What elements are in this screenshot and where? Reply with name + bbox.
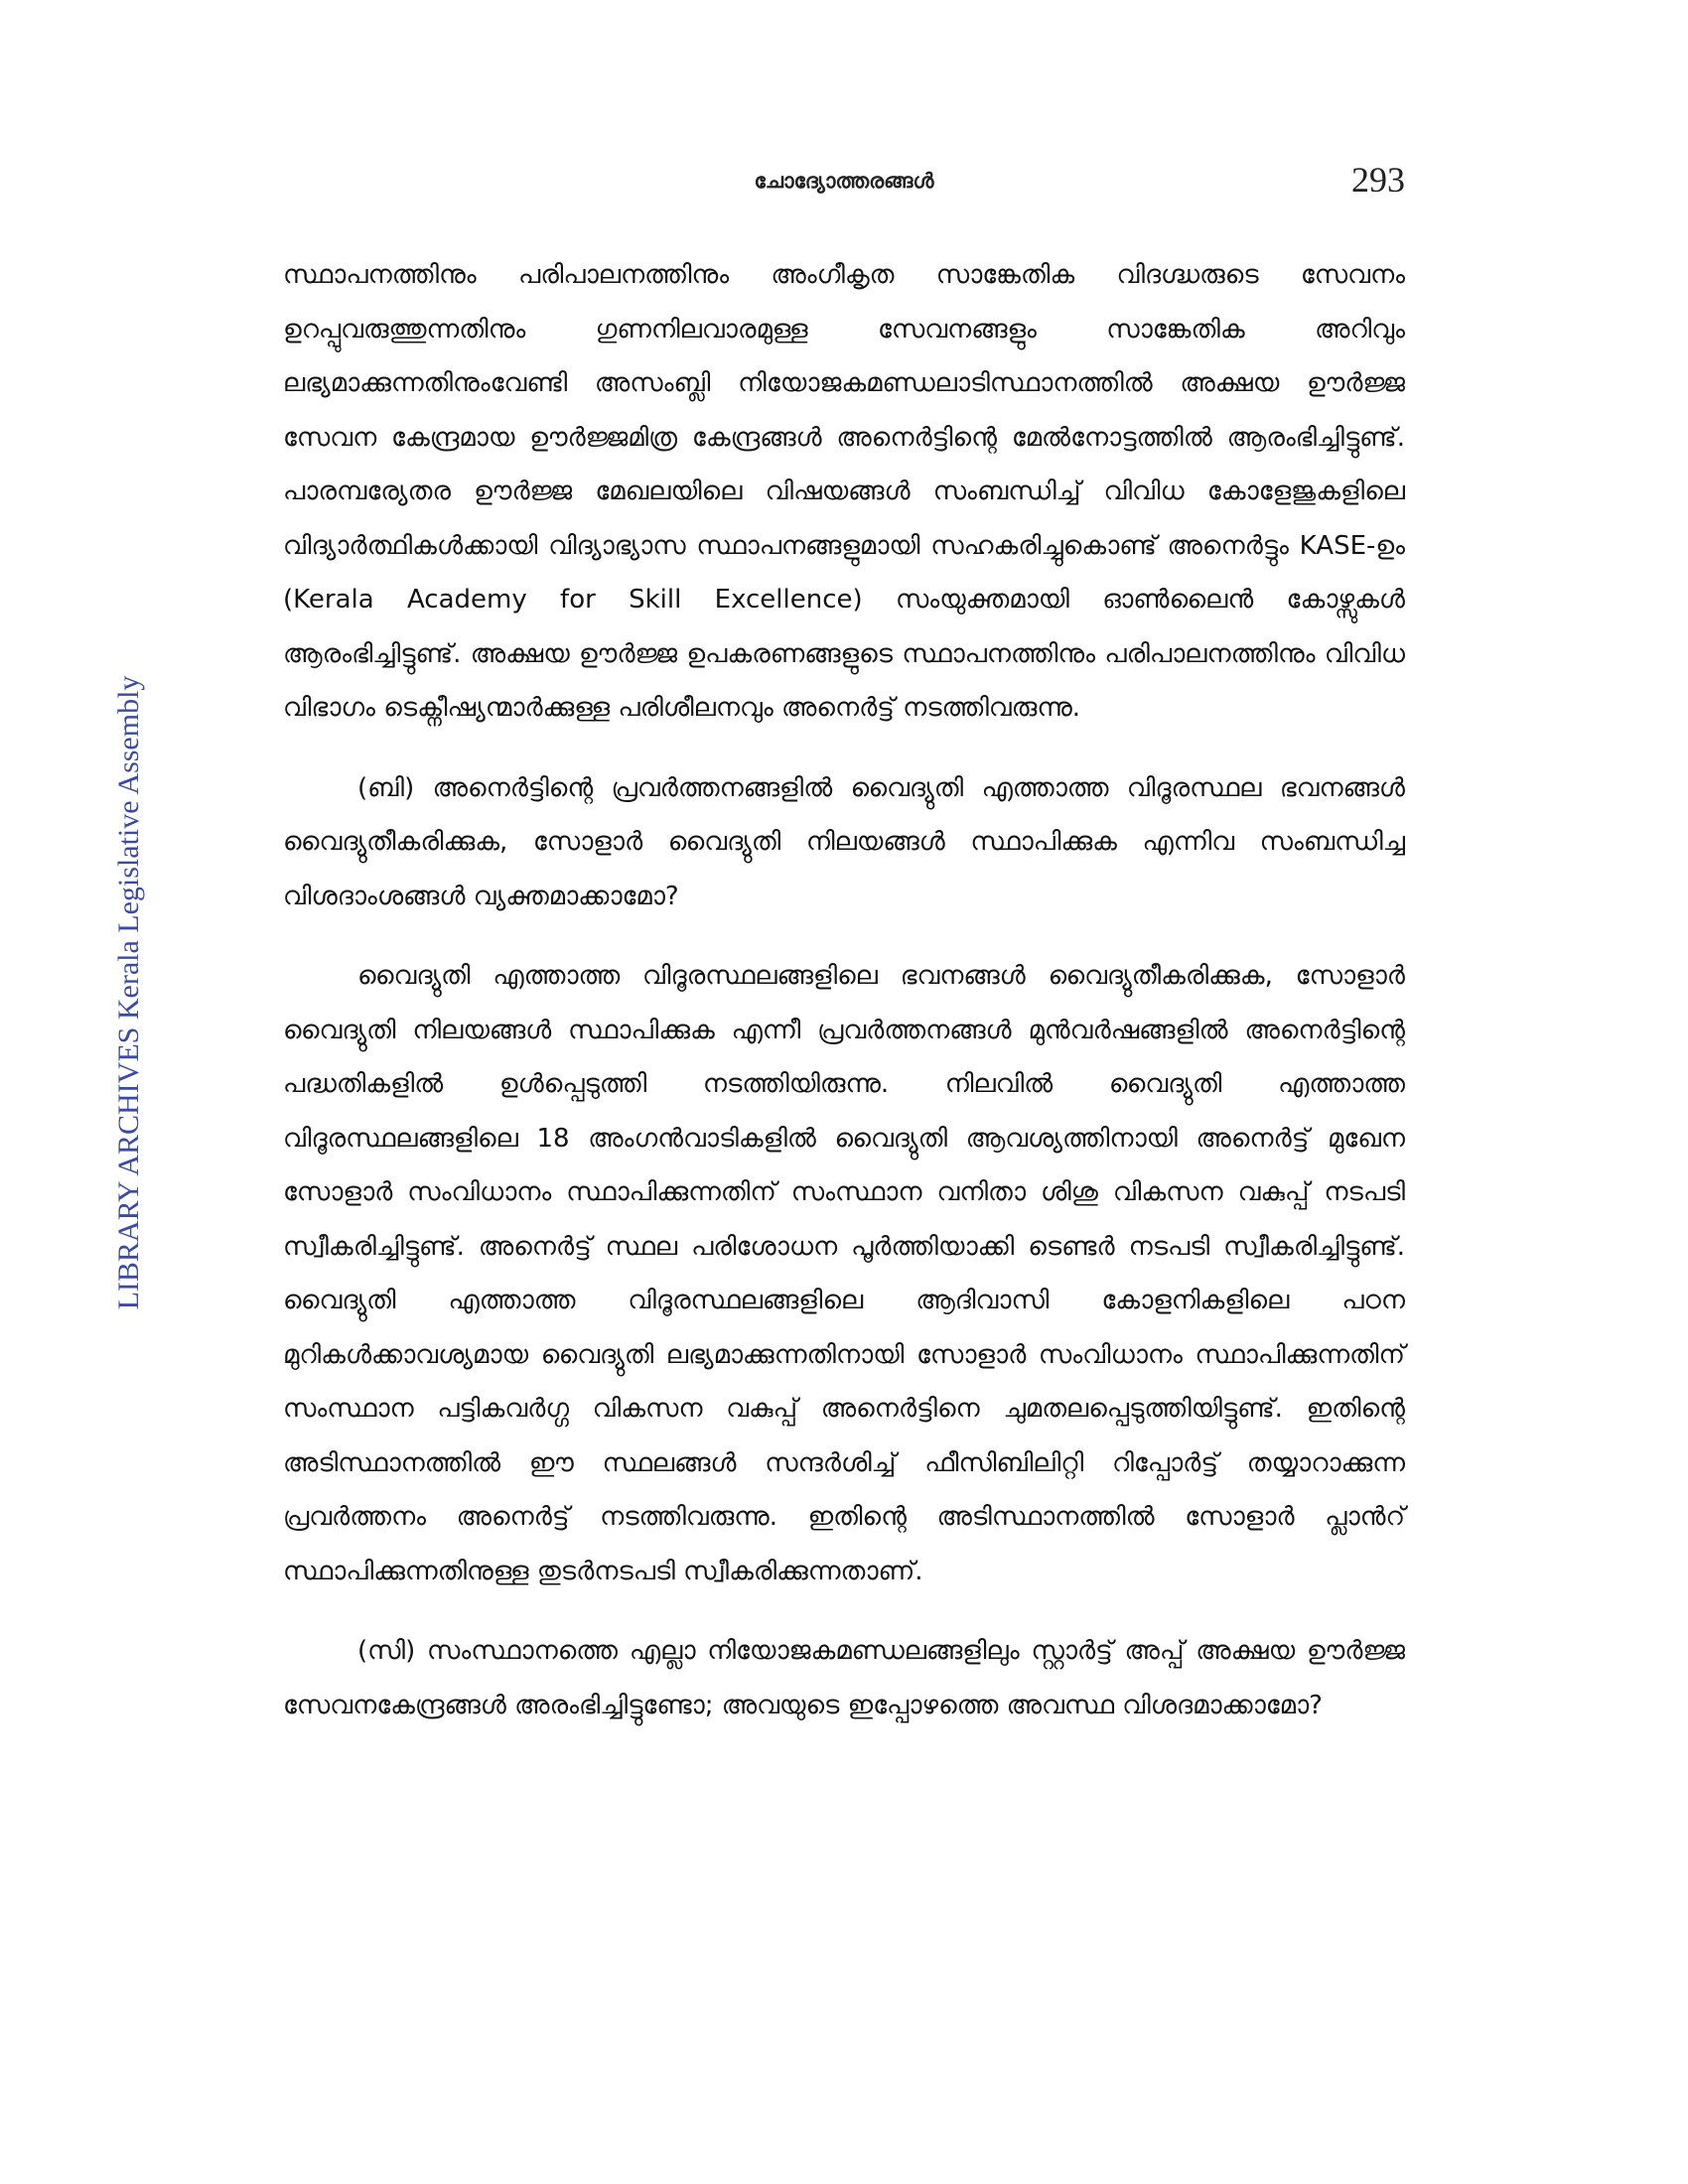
paragraph-question-b: (ബി) അനെർട്ടിന്റെ പ്രവർത്തനങ്ങളിൽ വൈദ്യുതി എത്താത്ത വിദൂരസ്ഥല ഭവനങ്ങൾ വൈദ്യുതീകരിക്കുക, സോളാർ വൈദ്യുതി നിലയങ്ങൾ സ്ഥാപിക്കുക എന്നിവ സംബന്ധിച്ച വിശദാംശങ്ങൾ വ്യക്തമാക്കാമോ? (283, 772, 1405, 911)
archive-watermark: LIBRARY ARCHIVES Kerala Legislative Assembly (112, 675, 145, 1310)
paragraph-answer-b: വൈദ്യുതി എത്താത്ത വിദൂരസ്ഥലങ്ങളിലെ ഭവനങ്ങൾ വൈദ്യുതീകരിക്കുക, സോളാർ വൈദ്യുതി നിലയങ്ങൾ സ്ഥാപിക്കുക എന്നീ പ്രവർത്തനങ്ങൾ മുൻവർഷങ്ങളിൽ അനെർട്ടിന്റെ പദ്ധതികളിൽ ഉൾപ്പെടുത്തി നടത്തിയിരുന്നു. നിലവിൽ വൈദ്യുതി എത്താത്ത വിദൂരസ്ഥലങ്ങളിലെ 18 അംഗൻവാടികളിൽ വൈദ്യുതി ആവശ്യത്തിനായി അനെർട്ട് മുഖേന സോളാർ സംവിധാനം സ്ഥാപിക്കുന്നതിന് സംസ്ഥാന വനിതാ ശിശു വികസന വകുപ്പ് നടപടി സ്വീകരിച്ചിട്ടുണ്ട്. അനെർട്ട് സ്ഥല പരിശോധന പൂർത്തിയാക്കി ടെണ്ടർ നടപടി സ്വീകരിച്ചിട്ടുണ്ട്. വൈദ്യുതി എത്താത്ത വിദൂരസ്ഥലങ്ങളിലെ ആദിവാസി കോളനികളിലെ പഠന മുറികൾക്കാവശ്യമായ വൈദ്യുതി ലഭ്യമാക്കുന്നതിനായി സോളാർ സംവിധാനം സ്ഥാപിക്കുന്നതിന് സംസ്ഥാന പട്ടികവർഗ്ഗ വികസന വകുപ്പ് അനെർട്ടിനെ ചുമതലപ്പെടുത്തിയിട്ടുണ്ട്. ഇതിന്റെ അടിസ്ഥാനത്തിൽ ഈ സ്ഥലങ്ങൾ സന്ദർശിച്ച് ഫീസിബിലിറ്റി റിപ്പോർട്ട് തയ്യാറാക്കുന്ന പ്രവർത്തനം അനെർട്ട് നടത്തിവരുന്നു. ഇതിന്റെ അടിസ്ഥാനത്തിൽ സോളാർ പ്ലാൻറ് സ്ഥാപിക്കുന്നതിനുള്ള തുടർനടപടി സ്വീകരിക്കുന്നതാണ്. (283, 961, 1405, 1586)
page-header-title: ചോദ്യോത്തരങ്ങൾ (754, 169, 934, 193)
document-body (283, 248, 1405, 1732)
page-number: 293 (1351, 160, 1405, 200)
paragraph-continuation: സ്ഥാപനത്തിനും പരിപാലനത്തിനും അംഗീകൃത സാങ്കേതിക വിദഗ്ദ്ധരുടെ സേവനം ഉറപ്പുവരുത്തുന്നതിനും ഗുണനിലവാരമുള്ള സേവനങ്ങളും സാങ്കേതിക അറിവും ലഭ്യമാക്കുന്നതിനുംവേണ്ടി അസംബ്ലി നിയോജകമണ്ഡലാടിസ്ഥാനത്തിൽ അക്ഷയ ഊർജ്ജ സേവന കേന്ദ്രമായ ഊർജ്ജമിത്ര കേന്ദ്രങ്ങൾ അനെർട്ടിന്റെ മേൽനോട്ടത്തിൽ ആരംഭിച്ചിട്ടുണ്ട്. പാരമ്പര്യേതര ഊർജ്ജ മേഖലയിലെ വിഷയങ്ങൾ സംബന്ധിച്ച് വിവിധ കോളേജുകളിലെ വിദ്യാർത്ഥികൾക്കായി വിദ്യാഭ്യാസ സ്ഥാപനങ്ങളുമായി സഹകരിച്ചുകൊണ്ട് അനെർട്ടും KASE-ഉം (Kerala Academy for Skill Excellence) സംയുക്തമായി ഓൺലൈൻ കോഴ്സുകൾ ആരംഭിച്ചിട്ടുണ്ട്. അക്ഷയ ഊർജ്ജ ഉപകരണങ്ങളുടെ സ്ഥാപനത്തിനും പരിപാലനത്തിനും വിവിധ വിഭാഗം ടെക്നീഷ്യന്മാർക്കുള്ള പരിശീലനവും അനെർട്ട് നടത്തിവരുന്നു. (283, 260, 1405, 723)
paragraph-question-c: (സി) സംസ്ഥാനത്തെ എല്ലാ നിയോജകമണ്ഡലങ്ങളിലും സ്റ്റാർട്ട് അപ്പ് അക്ഷയ ഊർജ്ജ സേവനകേന്ദ്രങ്ങൾ അരംഭിച്ചിട്ടുണ്ടോ; അവയുടെ ഇപ്പോഴത്തെ അവസ്ഥ വിശദമാക്കാമോ? (283, 1636, 1405, 1720)
